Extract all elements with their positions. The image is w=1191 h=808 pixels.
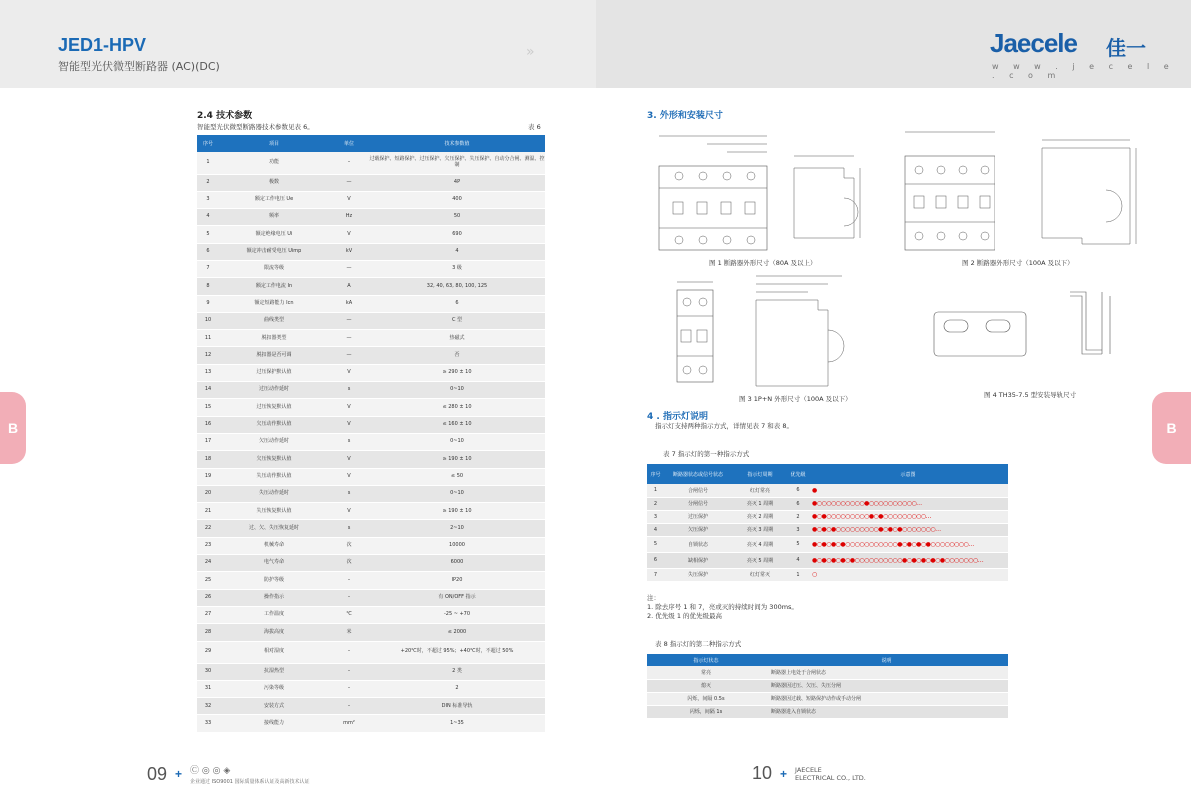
table-cell: 熄灭 (647, 679, 765, 692)
indicator-table-1 (647, 464, 1008, 582)
table-cell: ≤ 50 (369, 468, 545, 485)
table-cell: 极数 (219, 174, 329, 191)
table-cell: 8 (197, 278, 219, 295)
plus-icon: + (175, 767, 183, 781)
table-cell: 3 (197, 191, 219, 208)
table-row (647, 679, 1008, 692)
right-footer (752, 763, 866, 784)
fig2-front-drawing (903, 126, 995, 252)
table-row (647, 510, 1008, 523)
table-cell: – (329, 698, 369, 715)
table-cell: 33 (197, 715, 219, 732)
table-cell: 过压动作延时 (219, 382, 329, 399)
table-cell: 26 (197, 589, 219, 606)
indicator-table-2 (647, 654, 1008, 719)
indicator-heading: 4 . 指示灯说明 (647, 412, 708, 422)
table-cell: 4 (647, 523, 664, 536)
table-cell: 常亮 (647, 666, 765, 679)
table-row (197, 503, 545, 520)
table-row (197, 433, 545, 450)
table-cell: 亮灭 2 周期 (732, 510, 788, 523)
table-cell: 32, 40, 63, 80, 100, 125 (369, 278, 545, 295)
table-cell: C 型 (369, 312, 545, 329)
table-row (197, 520, 545, 537)
table-cell: 亮灭 1 周期 (732, 497, 788, 510)
table-cell: s (329, 485, 369, 502)
table-cell: 脱扣器是否可调 (219, 347, 329, 364)
table-row (197, 555, 545, 572)
table-cell: s (329, 382, 369, 399)
table-cell: 操作指示 (219, 589, 329, 606)
table-cell: 失压恢复默认值 (219, 503, 329, 520)
right-page-number: 10 (752, 763, 773, 783)
table-cell: kV (329, 243, 369, 260)
fig2-side-drawing (1036, 134, 1140, 252)
table-cell: 21 (197, 503, 219, 520)
table-row (197, 278, 545, 295)
table-cell: 亮灭 5 周期 (732, 552, 788, 568)
table-row (197, 174, 545, 191)
table7-title: 表 7 指示灯的第一种指示方式 (663, 450, 750, 458)
col-header: 示意图 (808, 464, 1008, 484)
table-row (197, 485, 545, 502)
table-cell: 9 (197, 295, 219, 312)
table-cell: 限流等级 (219, 260, 329, 277)
table-row (197, 347, 545, 364)
table-cell: — (329, 174, 369, 191)
table-cell: 合闸信号 (664, 484, 732, 497)
table-cell: 相对湿度 (219, 641, 329, 663)
table-row (197, 624, 545, 641)
table-row (197, 260, 545, 277)
table-row (647, 536, 1008, 552)
table-row (647, 497, 1008, 510)
fig2-caption: 图 2 断路器外形尺寸（100A 及以下） (962, 259, 1074, 267)
table-cell: 过压恢复默认值 (219, 399, 329, 416)
table-row (197, 312, 545, 329)
table-cell: 50 (369, 209, 545, 226)
table-cell: 5 (197, 226, 219, 243)
table-cell: 红灯常亮 (732, 484, 788, 497)
table-cell: 0~10 (369, 382, 545, 399)
table-cell: 1~35 (369, 715, 545, 732)
table-cell: 闪烁，间隔 0.5s (647, 692, 765, 705)
table-cell: 欠压动作默认值 (219, 416, 329, 433)
certification-text: 企业通过 ISO9001 国际质量体系认证及高新技术认证 (190, 779, 310, 785)
table-cell: 400 (369, 191, 545, 208)
table-cell: 欠压恢复默认值 (219, 451, 329, 468)
table-cell: – (329, 152, 369, 174)
table-cell: 29 (197, 641, 219, 663)
table-cell: 有 ON/OFF 指示 (369, 589, 545, 606)
table-cell: V (329, 416, 369, 433)
table-cell: s (329, 520, 369, 537)
table-cell: 16 (197, 416, 219, 433)
table-cell: 2~10 (369, 520, 545, 537)
table-cell: ≤ 2000 (369, 624, 545, 641)
table-row (197, 641, 545, 663)
company-name-2: ELECTRICAL CO., LTD. (795, 773, 866, 782)
indicator-pattern: ●○●○●○●○○○○○○○○○○○●○●○●○●○○○○○○○○… (808, 536, 1008, 552)
table-row (197, 468, 545, 485)
table-cell: 1 (647, 484, 664, 497)
table-cell: 频率 (219, 209, 329, 226)
table-row (647, 523, 1008, 536)
table-cell: 2 (369, 680, 545, 697)
table-cell: 额定短路能力 Icn (219, 295, 329, 312)
table-cell: 3 (788, 523, 808, 536)
company-name-1: JAECELE (795, 765, 822, 774)
table-cell: – (329, 589, 369, 606)
table-cell: 机械寿命 (219, 537, 329, 554)
table-row (197, 680, 545, 697)
note-1: 1. 除去序号 1 和 7，亮或灭的持续时间为 300ms。 (647, 602, 798, 611)
table-cell: 过压保护默认值 (219, 364, 329, 381)
table-cell: 额定冲击耐受电压 Uimp (219, 243, 329, 260)
left-page-number: 09 (147, 763, 168, 784)
table-cell: — (329, 260, 369, 277)
col-header: 项目 (219, 135, 329, 152)
brand-logo: Jaecele (990, 28, 1077, 58)
col-header: 指示灯周期 (732, 464, 788, 484)
table-cell: ≥ 190 ± 10 (369, 451, 545, 468)
col-header: 优先级 (788, 464, 808, 484)
table-cell: 6 (788, 484, 808, 497)
table-cell: 分闸信号 (664, 497, 732, 510)
table-cell: 20 (197, 485, 219, 502)
table-cell: 断路器因过压、欠压、失压分闸 (765, 679, 1008, 692)
table-cell: 米 (329, 624, 369, 641)
table-row (197, 606, 545, 623)
table-cell: 次 (329, 537, 369, 554)
table-cell: V (329, 191, 369, 208)
table-cell: — (329, 312, 369, 329)
table-cell: 5 (788, 536, 808, 552)
table-row (197, 399, 545, 416)
table-cell: 25 (197, 572, 219, 589)
table-row (647, 484, 1008, 497)
table-cell: IP20 (369, 572, 545, 589)
table-cell: 31 (197, 680, 219, 697)
table-cell: 1 (197, 152, 219, 174)
col-header: 说明 (765, 654, 1008, 666)
col-header: 断路器状态或信号状态 (664, 464, 732, 484)
table-cell: V (329, 226, 369, 243)
spec-table (197, 135, 545, 733)
table-cell: 闪烁，间隔 1s (647, 705, 765, 718)
table-row (197, 191, 545, 208)
table-cell: 断路器进入自锁状态 (765, 705, 1008, 718)
table-label: 表 6 (528, 123, 541, 131)
table-cell: 抗湿热型 (219, 663, 329, 680)
table-cell: 过载保护、短路保护、过压保护、欠压保护、失压保护、自动分合闸、测温、控制 (369, 152, 545, 174)
col-header: 技术参数值 (369, 135, 545, 152)
table-row (647, 552, 1008, 568)
table-row (197, 330, 545, 347)
table-cell: 额定工作电流 In (219, 278, 329, 295)
table-cell: 4 (369, 243, 545, 260)
fig1-front-drawing (647, 128, 769, 252)
table-cell: s (329, 433, 369, 450)
table-cell: 次 (329, 555, 369, 572)
table-cell: 27 (197, 606, 219, 623)
note-2: 2. 优先级 1 的优先级最高 (647, 611, 723, 620)
table-row (197, 295, 545, 312)
certification-mark-icons: Ⓒ ◎ ◎ ◈ (190, 766, 231, 776)
table-cell: 额定工作电压 Ue (219, 191, 329, 208)
table-row (197, 209, 545, 226)
table-cell: 自锁状态 (664, 536, 732, 552)
left-footer (147, 763, 310, 785)
table-cell: 13 (197, 364, 219, 381)
col-header: 序号 (197, 135, 219, 152)
col-header: 单位 (329, 135, 369, 152)
table-cell: 6 (197, 243, 219, 260)
table-cell: 过、欠、失压恢复延时 (219, 520, 329, 537)
table-row (197, 698, 545, 715)
table-cell: 安装方式 (219, 698, 329, 715)
note-label: 注： (647, 594, 660, 602)
table-cell: 欠压动作延时 (219, 433, 329, 450)
table-cell: 断路器上电处于合闸状态 (765, 666, 1008, 679)
table-cell: 30 (197, 663, 219, 680)
indicator-intro: 指示灯支持两种指示方式，详情见表 7 和表 8。 (655, 422, 793, 430)
table-cell: ≤ 160 ± 10 (369, 416, 545, 433)
section-heading: 2.4 技术参数 (197, 111, 253, 121)
table-cell: — (329, 330, 369, 347)
table-cell: 失压动作默认值 (219, 468, 329, 485)
table-cell: 24 (197, 555, 219, 572)
table-cell: 热磁式 (369, 330, 545, 347)
table-row (197, 715, 545, 732)
fig1-caption: 图 1 断路器外形尺寸（80A 及以上） (709, 259, 817, 267)
indicator-pattern: ● (808, 484, 1008, 497)
indicator-pattern: ●○○○○○○○○○○●○○○○○○○○○○… (808, 497, 1008, 510)
table-cell: 6000 (369, 555, 545, 572)
table-cell: 过压保护 (664, 510, 732, 523)
section-tab-left: B (0, 392, 26, 464)
table-row (197, 589, 545, 606)
table-cell: 690 (369, 226, 545, 243)
table-row (197, 416, 545, 433)
table-cell: 脱扣器类型 (219, 330, 329, 347)
indicator-pattern: ○ (808, 568, 1008, 581)
brand-logo-cn: 佳一 (1106, 36, 1146, 60)
table-cell: 28 (197, 624, 219, 641)
table-cell: 失压保护 (664, 568, 732, 581)
table-cell: V (329, 468, 369, 485)
table-cell: V (329, 364, 369, 381)
table-cell: 18 (197, 451, 219, 468)
table-cell: 防护等级 (219, 572, 329, 589)
table-cell: V (329, 503, 369, 520)
table-cell: V (329, 399, 369, 416)
table-cell: 2 (197, 174, 219, 191)
product-subtitle: 智能型光伏微型断路器 (AC)(DC) (58, 60, 220, 73)
table-cell: 15 (197, 399, 219, 416)
table-cell: 失压动作延时 (219, 485, 329, 502)
fig4-caption: 图 4 TH35-7.5 型安装导轨尺寸 (984, 391, 1077, 399)
table-cell: 32 (197, 698, 219, 715)
fig3-front-drawing (675, 276, 715, 384)
table-cell: 亮灭 4 周期 (732, 536, 788, 552)
section-tab-right: B (1152, 392, 1191, 464)
table-cell: ≥ 190 ± 10 (369, 503, 545, 520)
product-title: JED1-HPV (58, 35, 147, 55)
table-cell: 12 (197, 347, 219, 364)
table-cell: 6 (647, 552, 664, 568)
table-cell: 22 (197, 520, 219, 537)
table-cell: 6 (788, 497, 808, 510)
table-row (197, 663, 545, 680)
table-cell: mm² (329, 715, 369, 732)
table-cell: 电气寿命 (219, 555, 329, 572)
table-cell: 14 (197, 382, 219, 399)
table-cell: A (329, 278, 369, 295)
table-cell: 0~10 (369, 433, 545, 450)
table-row (647, 705, 1008, 718)
table-cell: 亮灭 3 周期 (732, 523, 788, 536)
indicator-pattern: ●○●○●○○○○○○○○○●○●○●○○○○○○○… (808, 523, 1008, 536)
indicator-pattern: ●○●○○○○○○○○○●○●○○○○○○○○○… (808, 510, 1008, 523)
table-cell: 曲线类型 (219, 312, 329, 329)
table-cell: ℃ (329, 606, 369, 623)
table-cell: 19 (197, 468, 219, 485)
table-cell: 海拔高度 (219, 624, 329, 641)
table-cell: 7 (197, 260, 219, 277)
section-intro: 智能型光伏微型断路器技术参数见表 6。 (197, 123, 314, 131)
table-cell: 10000 (369, 537, 545, 554)
table-cell: 污染等级 (219, 680, 329, 697)
chevron-right-icon: » (526, 44, 535, 60)
table-cell: 3 (647, 510, 664, 523)
table-cell: 23 (197, 537, 219, 554)
table-row (647, 568, 1008, 581)
table-cell: 7 (647, 568, 664, 581)
dimensions-heading: 3. 外形和安装尺寸 (647, 111, 723, 121)
table-cell: DIN 标准导轨 (369, 698, 545, 715)
table-row (197, 451, 545, 468)
table-cell: 6 (369, 295, 545, 312)
table-cell: 否 (369, 347, 545, 364)
table-cell: 11 (197, 330, 219, 347)
fig1-side-drawing (784, 148, 864, 252)
table-row (197, 226, 545, 243)
table-row (647, 666, 1008, 679)
table-row (197, 243, 545, 260)
table-cell: 10 (197, 312, 219, 329)
table-cell: 3 级 (369, 260, 545, 277)
table-cell: 额定绝缘电压 Ui (219, 226, 329, 243)
table-cell: – (329, 572, 369, 589)
fig3-caption: 图 3 1P+N 外形尺寸（100A 及以下） (739, 395, 852, 403)
table-cell: – (329, 663, 369, 680)
table8-title: 表 8 指示灯的第二种指示方式 (655, 640, 742, 648)
table-row (197, 364, 545, 381)
table-cell: 4P (369, 174, 545, 191)
col-header: 指示灯状态 (647, 654, 765, 666)
table-cell: +20℃时，不超过 95%；+40℃时，不超过 50% (369, 641, 545, 663)
table-cell: 断路器因过载、短路保护动作或手动分闸 (765, 692, 1008, 705)
table-cell: 工作温度 (219, 606, 329, 623)
table-row (197, 572, 545, 589)
table-cell: 4 (788, 552, 808, 568)
table-cell: 2 (647, 497, 664, 510)
table-cell: 17 (197, 433, 219, 450)
indicator-pattern: ●○●○●○●○●○○○○○○○○○○●○●○●○●○●○○○○○○○… (808, 552, 1008, 568)
table-cell: 0~10 (369, 485, 545, 502)
table-row (197, 537, 545, 554)
table-cell: 1 (788, 568, 808, 581)
fig4-rail-drawing (930, 274, 1130, 374)
table-cell: – (329, 641, 369, 663)
table-cell: 红灯常灭 (732, 568, 788, 581)
table-cell: 功能 (219, 152, 329, 174)
table-cell: 缺相保护 (664, 552, 732, 568)
brand-url: w w w . j e c e l e . c o m (992, 62, 1175, 80)
fig3-side-drawing (742, 270, 858, 390)
table-cell: 欠压保护 (664, 523, 732, 536)
table-row (647, 692, 1008, 705)
col-header: 序号 (647, 464, 664, 484)
table-cell: 接线能力 (219, 715, 329, 732)
table-cell: -25 ~ +70 (369, 606, 545, 623)
table-cell: 2 类 (369, 663, 545, 680)
table-cell: kA (329, 295, 369, 312)
plus-icon: + (780, 766, 788, 781)
table-cell: 2 (788, 510, 808, 523)
table-cell: 5 (647, 536, 664, 552)
table-cell: — (329, 347, 369, 364)
table7-notes (647, 594, 798, 620)
table-row (197, 152, 545, 174)
table-cell: Hz (329, 209, 369, 226)
table-cell: 4 (197, 209, 219, 226)
table-cell: ≤ 280 ± 10 (369, 399, 545, 416)
table-cell: ≥ 290 ± 10 (369, 364, 545, 381)
table-cell: – (329, 680, 369, 697)
table-row (197, 382, 545, 399)
table-cell: V (329, 451, 369, 468)
